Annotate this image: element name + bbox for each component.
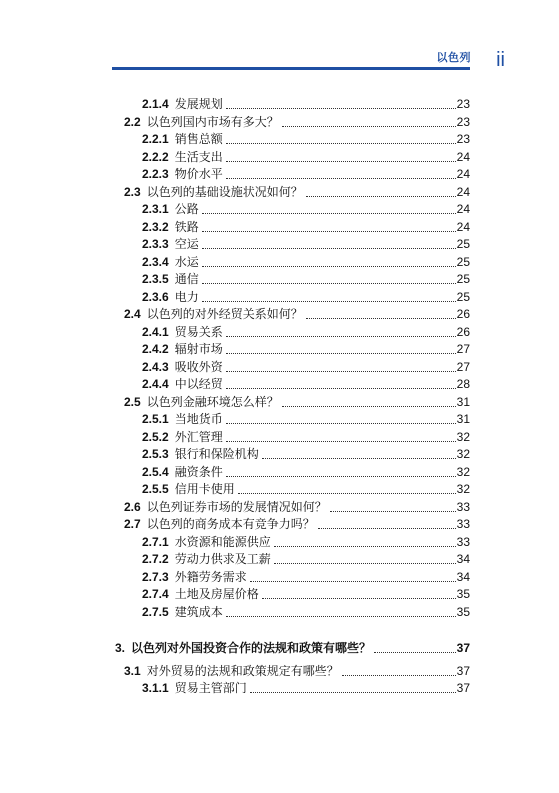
toc-entry-page: 33 (456, 517, 470, 531)
toc-leader-dots (202, 231, 456, 232)
toc-leader-dots (226, 161, 456, 162)
toc-entry-page: 25 (456, 289, 470, 304)
toc-entry-page: 31 (456, 412, 470, 426)
toc-entry-number: 3.1.1 (142, 681, 169, 695)
toc-entry-number: 2.4.2 (142, 342, 169, 356)
toc-entry[interactable] (142, 464, 470, 480)
toc-entry[interactable] (124, 663, 470, 679)
toc-entry[interactable] (142, 219, 470, 235)
toc-entry-number: 2.3.3 (142, 237, 169, 251)
toc-leader-dots (226, 353, 456, 354)
toc-entry-title: 以色列的对外经贸关系如何？ (146, 307, 303, 321)
toc-entry-title: 贸易主管部门 (174, 681, 247, 695)
toc-entry-number: 2.3 (124, 184, 141, 199)
toc-leader-dots (226, 388, 456, 389)
toc-entry-title: 银行和保险机构 (174, 447, 259, 461)
toc-leader-dots (226, 336, 456, 337)
toc-entry-title: 对外贸易的法规和政策规定有哪些？ (146, 663, 339, 678)
toc-entry-page: 24 (456, 184, 470, 199)
toc-leader-dots (226, 143, 456, 144)
toc-entry-number: 2.3.5 (142, 272, 169, 286)
toc-entry-number: 2.3.1 (142, 202, 169, 216)
toc-entry-page: 37 (456, 641, 470, 655)
toc-leader-dots (262, 598, 456, 599)
toc-leader-dots (238, 493, 456, 494)
toc-entry-number: 2.5.3 (142, 447, 169, 461)
running-header-title: 以色列 (436, 51, 471, 64)
toc-leader-dots (250, 692, 456, 693)
toc-entry[interactable] (115, 640, 470, 656)
toc-entry[interactable] (142, 429, 470, 445)
toc-entry-title: 以色列证券市场的发展情况如何？ (146, 499, 327, 514)
toc-entry-number: 2.6 (124, 499, 141, 514)
toc-entry-number: 2.5.1 (142, 412, 169, 426)
toc-entry-title: 建筑成本 (174, 604, 223, 619)
toc-entry-title: 通信 (174, 272, 199, 286)
toc-entry-page: 32 (456, 482, 470, 496)
toc-entry[interactable] (124, 516, 470, 532)
toc-entry-number: 3. (115, 641, 126, 655)
toc-entry-number: 2.2.2 (142, 149, 169, 164)
toc-entry-number: 2.7.2 (142, 552, 169, 566)
toc-leader-dots (274, 563, 456, 564)
toc-leader-dots (282, 406, 456, 407)
toc-leader-dots (342, 675, 456, 676)
toc-leader-dots (202, 301, 456, 302)
page-number-roman: ii (496, 49, 505, 71)
toc-entry-title: 发展规划 (174, 97, 223, 111)
toc-entry-title: 贸易关系 (174, 324, 223, 339)
toc-entry-number: 2.5.4 (142, 464, 169, 479)
toc-entry-number: 2.4 (124, 307, 141, 321)
toc-entry-number: 2.7.3 (142, 569, 169, 584)
toc-entry-number: 2.1.4 (142, 97, 169, 111)
toc-leader-dots (202, 248, 456, 249)
toc-entry-page: 24 (456, 149, 470, 164)
toc-entry[interactable] (124, 499, 470, 515)
toc-entry-number: 2.5.5 (142, 482, 169, 496)
toc-entry[interactable] (142, 586, 470, 602)
toc-entry[interactable] (124, 114, 470, 130)
toc-entry-title: 生活支出 (174, 149, 223, 164)
toc-entry-title: 以色列对外国投资合作的法规和政策有哪些？ (131, 641, 372, 655)
toc-entry-title: 物价水平 (174, 167, 223, 181)
toc-entry-title: 以色列的基础设施状况如何？ (146, 184, 303, 199)
toc-entry[interactable] (142, 680, 470, 696)
toc-entry[interactable] (142, 604, 470, 620)
toc-entry-number: 2.3.2 (142, 219, 169, 234)
toc-entry-title: 以色列的商务成本有竞争力吗？ (146, 517, 315, 531)
toc-entry-page: 35 (456, 604, 470, 619)
toc-entry-page: 26 (456, 307, 470, 321)
toc-leader-dots (226, 108, 456, 109)
toc-leader-dots (282, 126, 456, 127)
toc-entry-page: 24 (456, 202, 470, 216)
toc-entry[interactable] (142, 149, 470, 165)
toc-entry[interactable] (142, 131, 470, 147)
toc-entry[interactable] (142, 271, 470, 287)
toc-entry-page: 28 (456, 377, 470, 391)
toc-leader-dots (226, 371, 456, 372)
toc-entry-number: 2.7.1 (142, 534, 169, 549)
toc-entry[interactable] (142, 534, 470, 550)
toc-entry-title: 水运 (174, 254, 199, 269)
toc-entry-title: 铁路 (174, 219, 199, 234)
toc-entry-page: 34 (456, 569, 470, 584)
toc-entry-number: 2.4.1 (142, 324, 169, 339)
toc-entry-page: 25 (456, 237, 470, 251)
toc-entry-page: 24 (456, 167, 470, 181)
toc-entry-page: 24 (456, 219, 470, 234)
toc-leader-dots (250, 581, 456, 582)
toc-entry[interactable] (124, 184, 470, 200)
toc-entry-title: 外籍劳务需求 (174, 569, 247, 584)
toc-entry-title: 以色列金融环境怎么样？ (146, 394, 279, 409)
toc-leader-dots (318, 528, 456, 529)
toc-entry[interactable] (142, 201, 470, 217)
toc-entry-number: 2.7.4 (142, 587, 169, 601)
toc-entry-number: 2.2.3 (142, 167, 169, 181)
header-rule (112, 67, 470, 70)
toc-entry-page: 31 (456, 394, 470, 409)
toc-entry[interactable] (142, 166, 470, 182)
toc-leader-dots (226, 616, 456, 617)
toc-entry-title: 劳动力供求及工薪 (174, 552, 271, 566)
toc-entry-page: 37 (456, 663, 470, 678)
toc-entry-page: 25 (456, 254, 470, 269)
toc-entry-number: 2.5.2 (142, 429, 169, 444)
toc-entry[interactable] (124, 306, 470, 322)
toc-leader-dots (202, 283, 456, 284)
toc-entry-page: 37 (456, 681, 470, 695)
toc-entry[interactable] (142, 324, 470, 340)
toc-entry-title: 水资源和能源供应 (174, 534, 271, 549)
toc-entry-page: 23 (456, 97, 470, 111)
toc-entry-title: 当地货币 (174, 412, 223, 426)
toc-entry-number: 2.2.1 (142, 132, 169, 146)
toc-entry[interactable] (124, 394, 470, 410)
toc-entry-page: 23 (456, 132, 470, 146)
toc-leader-dots (274, 546, 456, 547)
toc-entry[interactable] (142, 411, 470, 427)
toc-entry-number: 2.2 (124, 114, 141, 129)
toc-entry-title: 外汇管理 (174, 429, 223, 444)
toc-entry[interactable] (142, 341, 470, 357)
toc-entry-number: 2.5 (124, 394, 141, 409)
toc-entry[interactable] (142, 551, 470, 567)
toc-entry[interactable] (142, 236, 470, 252)
toc-entry[interactable] (142, 289, 470, 305)
toc-leader-dots (330, 511, 456, 512)
toc-entry-page: 32 (456, 429, 470, 444)
toc-entry-title: 空运 (174, 237, 199, 251)
toc-leader-dots (306, 318, 456, 319)
toc-entry[interactable] (142, 481, 470, 497)
toc-entry-page: 34 (456, 552, 470, 566)
toc-entry-page: 23 (456, 114, 470, 129)
toc-entry-page: 27 (456, 359, 470, 374)
toc-entry-title: 土地及房屋价格 (174, 587, 259, 601)
toc-leader-dots (202, 213, 456, 214)
toc-entry-page: 25 (456, 272, 470, 286)
toc-entry-title: 融资条件 (174, 464, 223, 479)
toc-entry-title: 吸收外资 (174, 359, 223, 374)
toc-entry-title: 销售总额 (174, 132, 223, 146)
toc-entry-page: 33 (456, 534, 470, 549)
toc-entry-number: 2.3.4 (142, 254, 169, 269)
toc-entry[interactable] (142, 376, 470, 392)
toc-entry-number: 2.7 (124, 517, 141, 531)
toc-leader-dots (262, 458, 456, 459)
toc-entry-number: 2.4.3 (142, 359, 169, 374)
toc-entry[interactable] (142, 446, 470, 462)
toc-leader-dots (226, 476, 456, 477)
toc-leader-dots (306, 196, 456, 197)
toc-entry-number: 2.7.5 (142, 604, 169, 619)
toc-entry[interactable] (142, 569, 470, 585)
toc-entry-number: 3.1 (124, 663, 141, 678)
toc-leader-dots (202, 266, 456, 267)
toc-entry-number: 2.4.4 (142, 377, 169, 391)
toc-entry-page: 35 (456, 587, 470, 601)
toc-leader-dots (226, 423, 456, 424)
toc-leader-dots (226, 441, 456, 442)
toc-entry[interactable] (142, 96, 470, 112)
toc-entry-title: 以色列国内市场有多大？ (146, 114, 279, 129)
toc-entry-number: 2.3.6 (142, 289, 169, 304)
toc-entry-page: 32 (456, 464, 470, 479)
toc-entry-title: 中以经贸 (174, 377, 223, 391)
toc-entry-page: 27 (456, 342, 470, 356)
toc-leader-dots (226, 178, 456, 179)
toc-entry-page: 33 (456, 499, 470, 514)
toc-entry-page: 26 (456, 324, 470, 339)
toc-entry-page: 32 (456, 447, 470, 461)
toc-entry-title: 电力 (174, 289, 199, 304)
toc-entry-title: 辐射市场 (174, 342, 223, 356)
toc-leader-dots (374, 652, 456, 653)
toc-entry-title: 信用卡使用 (174, 482, 235, 496)
toc-entry[interactable] (142, 254, 470, 270)
toc-entry[interactable] (142, 359, 470, 375)
toc-entry-title: 公路 (174, 202, 199, 216)
